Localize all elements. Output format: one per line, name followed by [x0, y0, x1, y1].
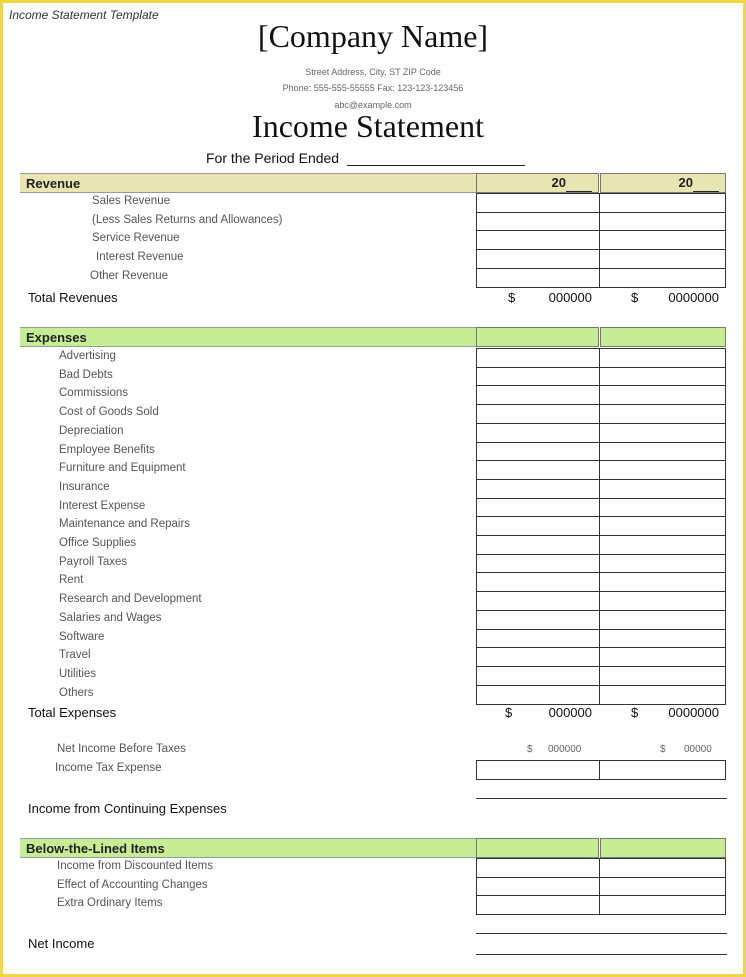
expense-cell-a[interactable] — [476, 591, 600, 611]
template-label: Income Statement Template — [9, 8, 159, 22]
income-tax-row — [0, 760, 746, 779]
below-line-item-label: Extra Ordinary Items — [57, 897, 163, 910]
expense-cell-a[interactable] — [476, 535, 600, 555]
expense-cell-b[interactable] — [599, 460, 726, 480]
below-line-col-1 — [476, 838, 599, 858]
revenue-cell-b[interactable] — [599, 212, 726, 232]
continuing-label: Income from Continuing Expenses — [28, 801, 227, 816]
below-line-cell-b[interactable] — [599, 877, 726, 897]
address-line: Street Address, City, ST ZIP Code — [305, 67, 441, 77]
total-expenses-amount-b: 0000000 — [668, 705, 719, 720]
expense-cell-b[interactable] — [599, 610, 726, 630]
total-revenues-amount-a: 000000 — [548, 290, 592, 305]
expense-item-label: Office Supplies — [59, 537, 137, 549]
below-line-row — [0, 858, 746, 877]
expense-cell-a[interactable] — [476, 516, 600, 536]
continuing-rule — [476, 798, 727, 799]
expense-row — [0, 385, 746, 404]
revenue-cell-a[interactable] — [476, 230, 600, 250]
expense-item-label: Interest Expense — [59, 499, 146, 512]
net-income-before-taxes-label: Net Income Before Taxes — [57, 743, 186, 755]
expense-item-label: Payroll Taxes — [59, 555, 128, 568]
expense-cell-b[interactable] — [599, 442, 726, 462]
expense-item-label: Cost of Goods Sold — [59, 406, 159, 419]
expense-row — [0, 479, 746, 498]
expense-cell-b[interactable] — [599, 647, 726, 667]
total-expenses-label: Total Expenses — [28, 705, 117, 720]
expense-cell-a[interactable] — [476, 554, 600, 574]
expense-row — [0, 348, 746, 367]
period-blank[interactable] — [347, 152, 525, 166]
expense-row — [0, 647, 746, 666]
expense-cell-a[interactable] — [476, 629, 600, 649]
expense-row — [0, 460, 746, 479]
phone-line: Phone: 555-555-55555 Fax: 123-123-123456 — [282, 83, 464, 93]
revenue-cell-a[interactable] — [476, 193, 600, 213]
expense-item-label: Others — [59, 686, 94, 699]
revenue-section-label: Revenue — [20, 173, 476, 193]
expense-item-label: Utilities — [59, 667, 97, 680]
expense-cell-b[interactable] — [599, 479, 726, 499]
total-expenses-currency-a: $ — [505, 705, 513, 720]
expense-row — [0, 423, 746, 442]
expense-row — [0, 442, 746, 461]
expense-cell-b[interactable] — [599, 572, 726, 592]
period-label: For the Period Ended — [206, 150, 340, 166]
revenue-item-label: Other Revenue — [90, 269, 168, 282]
expense-cell-a[interactable] — [476, 610, 600, 630]
expense-item-label: Advertising — [59, 350, 116, 362]
total-expenses-amount-a: 000000 — [548, 705, 592, 720]
document-title: Income Statement — [252, 108, 484, 144]
below-line-cell-b[interactable] — [599, 858, 726, 878]
expense-cell-a[interactable] — [476, 460, 600, 480]
expense-row — [0, 516, 746, 535]
revenue-cell-a[interactable] — [476, 268, 600, 288]
expense-row — [0, 367, 746, 386]
revenue-row — [0, 230, 746, 249]
expense-cell-b[interactable] — [599, 535, 726, 555]
expense-cell-b[interactable] — [599, 554, 726, 574]
pretax-currency-a: $ — [527, 744, 533, 755]
expense-cell-b[interactable] — [599, 348, 726, 368]
pretax-amount-a: 000000 — [548, 744, 582, 755]
expense-item-label: Insurance — [59, 480, 110, 493]
revenue-cell-b[interactable] — [599, 230, 726, 250]
income-tax-expense-label: Income Tax Expense — [55, 762, 162, 774]
below-line-cell-a[interactable] — [476, 895, 600, 915]
below-line-cell-a[interactable] — [476, 858, 600, 878]
revenue-cell-b[interactable] — [599, 193, 726, 213]
expense-cell-a[interactable] — [476, 404, 600, 424]
expense-cell-a[interactable] — [476, 385, 600, 405]
expense-item-label: Salaries and Wages — [59, 611, 162, 624]
net-income-rule-1 — [476, 933, 727, 934]
expense-cell-a[interactable] — [476, 479, 600, 499]
expense-row — [0, 498, 746, 517]
total-revenues-currency-b: $ — [631, 290, 639, 305]
below-line-item-label: Income from Discounted Items — [57, 860, 213, 872]
expenses-section-label: Expenses — [20, 327, 476, 347]
continuing-row — [0, 801, 746, 819]
expense-item-label: Furniture and Equipment — [59, 462, 186, 475]
expense-cell-a[interactable] — [476, 348, 600, 368]
total-expenses-row — [0, 705, 746, 723]
below-line-cell-b[interactable] — [599, 895, 726, 915]
expense-row — [0, 404, 746, 423]
expense-cell-a[interactable] — [476, 498, 600, 518]
expense-item-label: Maintenance and Repairs — [59, 518, 191, 531]
expense-row — [0, 554, 746, 573]
email-line: abc@example.com — [334, 100, 412, 110]
total-revenues-currency-a: $ — [508, 290, 516, 305]
net-income-row — [0, 936, 746, 954]
expense-cell-a[interactable] — [476, 442, 600, 462]
total-expenses-currency-b: $ — [631, 705, 639, 720]
expense-row — [0, 535, 746, 554]
revenue-row — [0, 249, 746, 268]
revenue-cell-b[interactable] — [599, 268, 726, 288]
revenue-row — [0, 212, 746, 231]
net-income-label: Net Income — [28, 936, 95, 951]
below-line-cell-a[interactable] — [476, 877, 600, 897]
expense-row — [0, 591, 746, 610]
expense-item-label: Employee Benefits — [59, 443, 155, 456]
expense-cell-a[interactable] — [476, 666, 600, 686]
expense-row — [0, 572, 746, 591]
expense-cell-b[interactable] — [599, 423, 726, 443]
revenue-year-col-2[interactable]: 20 — [600, 173, 726, 193]
revenue-cell-b[interactable] — [599, 249, 726, 269]
expense-row — [0, 685, 746, 704]
expense-cell-b[interactable] — [599, 404, 726, 424]
expense-item-label: Commissions — [59, 387, 129, 400]
expense-cell-b[interactable] — [599, 498, 726, 518]
total-revenues-label: Total Revenues — [28, 290, 118, 305]
below-line-item-label: Effect of Accounting Changes — [57, 878, 208, 891]
revenue-row — [0, 193, 746, 212]
income-tax-cell-b[interactable] — [599, 760, 726, 780]
pretax-amount-b: 00000 — [684, 744, 712, 755]
income-tax-cell-a[interactable] — [476, 760, 600, 780]
expense-cell-a[interactable] — [476, 423, 600, 443]
expense-cell-a[interactable] — [476, 685, 600, 705]
revenue-cell-a[interactable] — [476, 212, 600, 232]
total-revenues-row — [0, 290, 746, 308]
expense-cell-b[interactable] — [599, 516, 726, 536]
expense-cell-b[interactable] — [599, 591, 726, 611]
revenue-item-label: Service Revenue — [92, 232, 180, 245]
expense-cell-b[interactable] — [599, 629, 726, 649]
below-line-row — [0, 877, 746, 896]
net-income-rule-2 — [476, 954, 727, 955]
expense-cell-b[interactable] — [599, 685, 726, 705]
below-line-row — [0, 895, 746, 914]
below-line-section-label: Below-the-Lined Items — [20, 838, 476, 858]
revenue-row — [0, 268, 746, 287]
expense-cell-b[interactable] — [599, 367, 726, 387]
company-name: [Company Name] — [257, 18, 489, 54]
expense-item-label: Research and Development — [59, 593, 202, 606]
expense-cell-a[interactable] — [476, 572, 600, 592]
total-revenues-amount-b: 0000000 — [668, 290, 719, 305]
expense-row — [0, 629, 746, 648]
revenue-cell-a[interactable] — [476, 249, 600, 269]
expense-row — [0, 666, 746, 685]
expense-cell-b[interactable] — [599, 385, 726, 405]
expense-cell-a[interactable] — [476, 647, 600, 667]
expense-row — [0, 610, 746, 629]
expense-item-label: Rent — [59, 574, 84, 587]
revenue-year-col-1[interactable]: 20 — [476, 173, 599, 193]
expense-cell-a[interactable] — [476, 367, 600, 387]
expense-item-label: Travel — [59, 649, 91, 662]
expense-item-label: Software — [59, 630, 105, 643]
expense-item-label: Depreciation — [59, 424, 124, 437]
revenue-item-label: (Less Sales Returns and Allowances) — [92, 213, 283, 226]
below-line-col-2 — [600, 838, 726, 858]
pretax-currency-b: $ — [660, 744, 666, 755]
revenue-item-label: Interest Revenue — [96, 251, 184, 264]
period-line — [206, 150, 525, 166]
expenses-col-2 — [600, 327, 726, 347]
revenue-item-label: Sales Revenue — [92, 195, 170, 207]
expense-item-label: Bad Debts — [59, 368, 113, 381]
expenses-col-1 — [476, 327, 599, 347]
expense-cell-b[interactable] — [599, 666, 726, 686]
